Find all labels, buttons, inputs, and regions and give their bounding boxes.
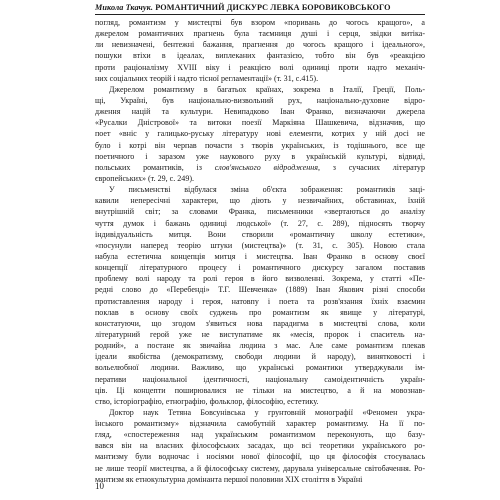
text-line: Доктор наук Тетяна Бовсунівська у грунтовній монографії «Феномен укра- — [109, 407, 425, 417]
text-line: вольелюбної людини. Важливо, що українські романтики утверджували ім- — [95, 363, 425, 373]
text-line: «посунули наперед теорію штуки (мистецтва)» (т. 31, с. 305). Новою стала — [95, 240, 425, 250]
body-text — [95, 17, 425, 485]
text-line: набула естетична концепція митця і мистецтва. Іван Франко в основу своєї — [95, 251, 425, 261]
text-line: європейських» (т. 29, с. 249). — [95, 173, 195, 183]
text-line: чуття думок і бажань одиниці людської» (т. 27, с. 289), підносять творчу — [95, 218, 425, 228]
text-line: ідеали якобіства (демократизму, свободи людини й народу), винятковості і — [95, 352, 425, 362]
text-line: внутрішній світ; за словами Франка, письменники «звертаються до аналізу — [95, 207, 425, 217]
text-line: індивідуальність митця. Вони створили «романтичну школу естетики», — [95, 229, 425, 239]
text-line: польських романтиків, із слов'янського відродження, з сучасних літератур — [95, 162, 425, 172]
text-line: констатуючи, що згодом з'явиться нова парадигма в мистецтві слова, коли — [95, 318, 425, 328]
text-line: проти раціоналізму XVIII віку і реакцією волі одиниці проти надто механіч- — [95, 62, 425, 72]
text-line: проблему волі народу та ролі героя в його визволенні. Зокрема, у статті «Пе- — [95, 274, 425, 284]
text-line: пошуки втіхи в ідеалах, виплеканих фантазією, тобто він був «реакцією — [95, 51, 425, 61]
page-number: 10 — [95, 481, 104, 491]
text-line: У письменстві відбулася зміна об'єкта зображення: романтиків заці- — [109, 185, 425, 195]
text-line: не лише теорії мистецтва, а й філософську систему, дарувала універсальне світобачення. Ро- — [95, 463, 425, 473]
text-line: концепції літературного процесу і романтичного дискурсу загалом поставив — [95, 263, 425, 273]
header-rule — [95, 14, 425, 15]
text-line: ців. Ці концепти поширювалися не тільки на мистецтво, а й на мовознав- — [95, 385, 425, 395]
text-line: мантизм як етнокультурна домінанта першої половини XIX століття в Україні — [95, 474, 363, 484]
text-line: редні слово до «Перебендi» Т.Г. Шевченка» (1889) Іван Якович різні способи — [95, 285, 425, 295]
text-line: гляд, «спостереження над українським романтизмом переконують, що базу- — [95, 430, 425, 440]
text-line: ли невизначені, бентежні бажання, прагнення до чогось кращого і ідеального», — [95, 40, 425, 50]
text-line: них соціальних теорій і надто тісної регламентації» (т. 31, с.415). — [95, 73, 319, 83]
text-line: кавили непересічні характери, що діють у незвичайних, обставинах, їхній — [95, 196, 425, 206]
text-line: протиставлення народу і героя, натовпу і поета та розв'язання їхніх взаємин — [95, 296, 425, 306]
text-line: родний», а постане як звичайна людина з мас. Але саме романтизм плекав — [95, 341, 425, 351]
text-line: було і котрі він черпав почасти з творів українських, із тодішнього, все ще — [95, 140, 425, 150]
text-line: ство, історіографію, етнографію, фольклор, філософію, естетику. — [95, 396, 319, 406]
text-line: поклав в основу своїх суджень про романтизм як явище у літературі, — [95, 307, 425, 317]
text-line: мантизму були водночас і носіями нової філософії, що ця філософія стосувалась — [95, 452, 425, 462]
text-line: вався він на власних філософських засадах, що всі теоретики українського ро- — [95, 441, 425, 451]
text-line: їнського романтизму» відзначила самобутній характер романтизму. На її по- — [95, 419, 425, 429]
running-head — [95, 3, 425, 12]
text-line: Джерелом романтизму в багатьох країнах, зокрема в Італії, Греції, Поль- — [109, 84, 425, 94]
text-line: «Русалки Дністрової» та витоки поезії Маркіяна Шашкевича, відзначив, що — [95, 118, 425, 128]
text-line: перативи національної ідентичності, національну самоідентичність україн- — [95, 374, 425, 384]
text-line: дження націй та культури. Невипадково Іван Франко, визначаючи джерела — [95, 107, 425, 117]
text-line: поет «вніс у галицько-руську літературу нові елементи, котрих у ній досі не — [95, 129, 425, 139]
text-line: погляд, романтизм у мистецтві був взором «поривань до чогось кращого», а — [95, 18, 425, 27]
text-line: літературний герой уже не виступатиме як «месія, пророк і спаситель на- — [95, 329, 425, 339]
text-line: щі, Україні, був національно-визвольний рух, національно-духовне відро- — [95, 95, 425, 105]
text-line: джерелом романтичних прагнень була таємниця душі і серця, звідки витіка- — [95, 29, 425, 39]
running-head-author: Микола Ткачук. — [95, 3, 154, 12]
running-head-title: РОМАНТИЧНИЙ ДИСКУРС ЛЕВКА БОРОВИКОВСЬКОГО — [155, 3, 391, 12]
text-line: поетичного і заразом уже наукового руху в українській культурі, відвиді, — [95, 151, 425, 161]
